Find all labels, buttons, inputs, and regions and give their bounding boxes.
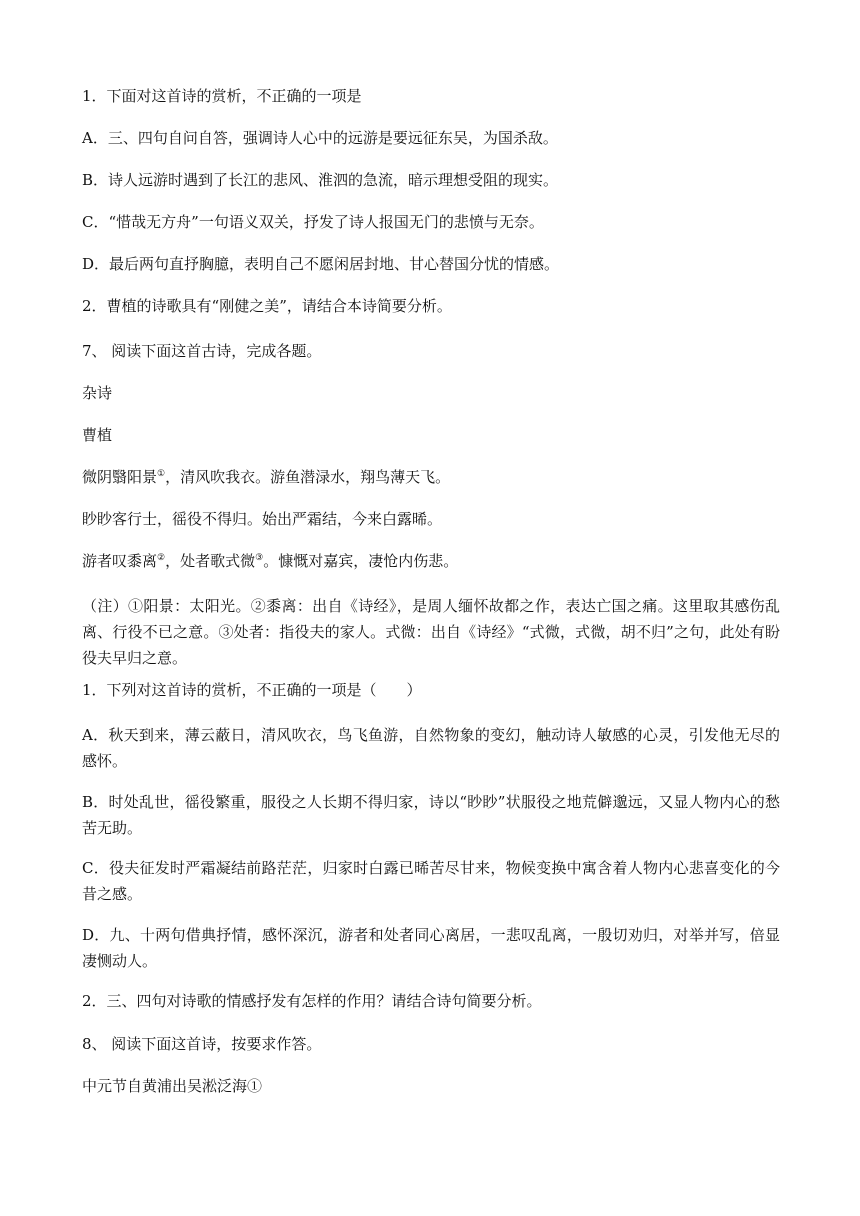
question-7-heading: 7、 阅读下面这首古诗，完成各题。 bbox=[82, 342, 322, 360]
poem-7-line-3-a: 游者叹黍离 bbox=[82, 552, 158, 570]
poem-7-line-1 bbox=[82, 464, 780, 490]
question-8-heading: 8、 阅读下面这首诗，按要求作答。 bbox=[82, 1035, 322, 1053]
poem-7-line-3-c: 。慷慨对嘉宾，凄怆内伤悲。 bbox=[263, 552, 459, 570]
option-7-C: C．役夫征发时严霜凝结前路茫茫，归家时白露已晞苦尽甘来，物候变换中寓含着人物内心悲喜变化的今昔之感。 bbox=[82, 859, 780, 903]
option-7-B: B．时处乱世，徭役繁重，服役之人长期不得归家，诗以“眇眇”状服役之地荒僻邈远，又显人物内心的愁苦无助。 bbox=[82, 793, 780, 837]
question-6-1: 1．下面对这首诗的赏析，不正确的一项是 bbox=[82, 87, 362, 105]
option-6-B: B．诗人远游时遇到了长江的悲风、淮泗的急流，暗示理想受阻的现实。 bbox=[82, 171, 559, 189]
poem-8-title: 中元节自黄浦出吴淞泛海① bbox=[82, 1077, 263, 1095]
option-6-C: C．“惜哉无方舟”一句语义双关，抒发了诗人报国无门的悲愤与无奈。 bbox=[82, 213, 544, 231]
poem-7-title: 杂诗 bbox=[82, 384, 113, 402]
question-6-2: 2．曹植的诗歌具有“刚健之美”，请结合本诗简要分析。 bbox=[82, 297, 452, 315]
option-6-A: A．三、四句自问自答，强调诗人心中的远游是要远征东吴，为国杀敌。 bbox=[82, 129, 558, 147]
option-7-A: A．秋天到来，薄云蔽日，清风吹衣，鸟飞鱼游，自然物象的变幻，触动诗人敏感的心灵，引发他无尽的感怀。 bbox=[82, 726, 780, 770]
question-7-2: 2．三、四句对诗歌的情感抒发有怎样的作用？请结合诗句简要分析。 bbox=[82, 992, 542, 1010]
option-7-D: D．九、十两句借典抒情，感怀深沉，游者和处者同心离居，一悲叹乱离，一殷切劝归，对举并写，倍显凄恻动人。 bbox=[82, 926, 780, 970]
question-7-1: 1．下列对这首诗的赏析，不正确的一项是（ ） bbox=[82, 681, 422, 699]
option-6-D: D．最后两句直抒胸臆，表明自己不愿闲居封地、甘心替国分忧的情感。 bbox=[82, 255, 560, 273]
footnote-marker-2: ② bbox=[157, 553, 166, 563]
poem-7-author: 曹植 bbox=[82, 426, 113, 444]
poem-7-line-3 bbox=[82, 548, 780, 574]
footnote-marker-1: ① bbox=[157, 469, 166, 479]
poem-7-line-2: 眇眇客行士，徭役不得归。始出严霜结，今来白露晞。 bbox=[82, 510, 443, 528]
footnote-marker-3: ③ bbox=[255, 553, 264, 563]
poem-7-line-3-b: ，处者歌式微 bbox=[165, 552, 256, 570]
poem-7-line-1-a: 微阴翳阳景 bbox=[82, 468, 158, 486]
poem-7-line-1-b: ，清风吹我衣。游鱼潜渌水，翔鸟薄天飞。 bbox=[165, 468, 451, 486]
poem-7-notes: （注）①阳景：太阳光。②黍离：出自《诗经》，是周人缅怀故都之作，表达亡国之痛。这里取其感伤乱离、行役不已之意。③处者：指役夫的家人。式微：出自《诗经》“式微，式微，胡不归”之句，此处有盼役夫早归之意。 bbox=[82, 597, 780, 667]
